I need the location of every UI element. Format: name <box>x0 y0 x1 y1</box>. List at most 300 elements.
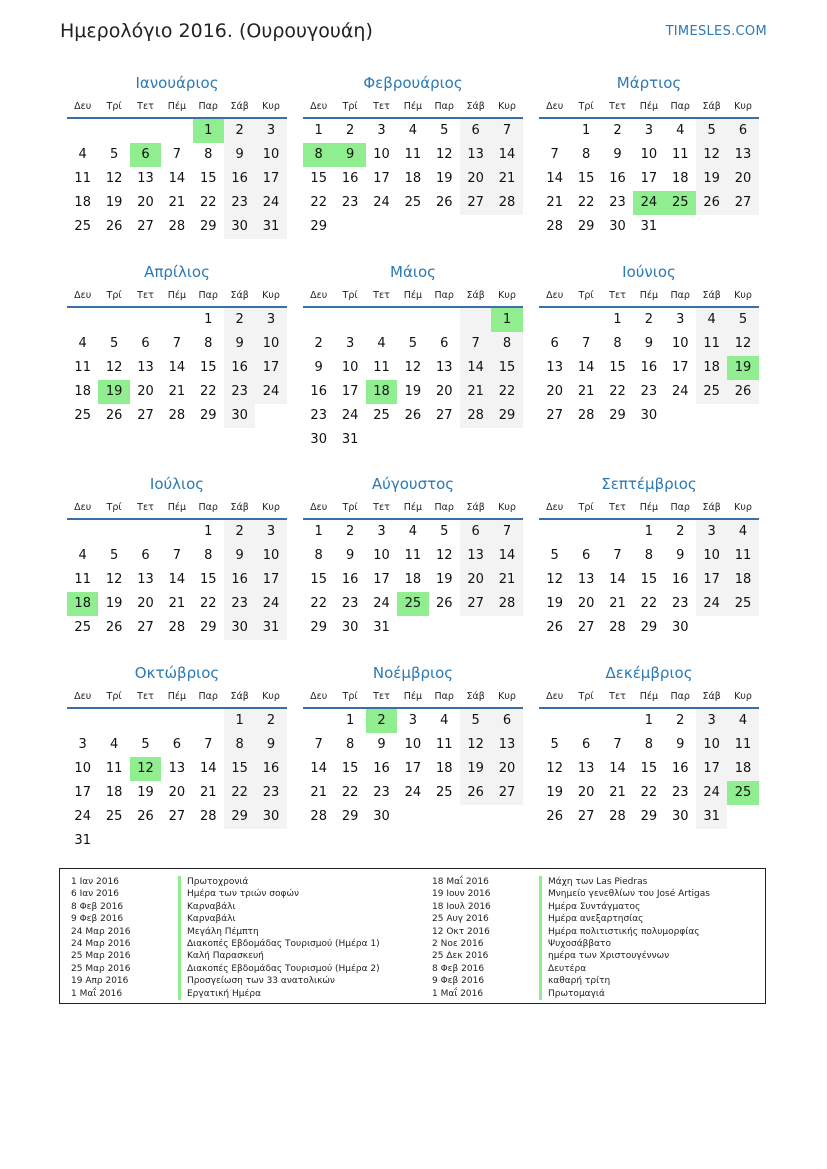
day-cell: 25 <box>74 219 91 234</box>
weekday-header <box>67 96 287 119</box>
empty-cell <box>539 308 570 332</box>
day-cell: 30 <box>671 809 689 824</box>
weekday-label: Παρ <box>198 290 218 301</box>
day-cell: 29 <box>640 809 658 824</box>
day-cell: 27 <box>577 620 595 635</box>
day-cell: 16 <box>224 167 255 191</box>
day-cell: 17 <box>671 360 689 375</box>
day-cell: 28 <box>491 191 522 215</box>
holiday-day-cell: 19 <box>727 356 758 380</box>
day-cell: 13 <box>546 360 563 375</box>
legend-date: 25 Μαρ 2016 <box>71 963 131 974</box>
day-cell: 12 <box>460 733 491 757</box>
day-cell: 13 <box>577 761 595 776</box>
day-cell: 12 <box>404 360 422 375</box>
day-cell: 30 <box>640 408 658 423</box>
empty-cell <box>161 308 192 332</box>
month-name: Αύγουστος <box>371 475 455 493</box>
day-cell: 31 <box>255 616 286 640</box>
day-cell: 11 <box>404 147 422 162</box>
weekday-label: Πέμ <box>167 101 187 112</box>
legend-date: 12 Οκτ 2016 <box>432 926 490 937</box>
day-cell: 9 <box>676 548 685 563</box>
weekday-label: Πέμ <box>167 502 187 513</box>
day-cell: 24 <box>671 384 689 399</box>
day-cell: 30 <box>224 404 255 428</box>
day-cell: 9 <box>377 737 386 752</box>
day-cell: 11 <box>74 360 91 375</box>
empty-cell <box>539 709 570 733</box>
day-cell: 1 <box>204 524 213 539</box>
legend-date: 9 Φεβ 2016 <box>71 914 124 925</box>
month-block <box>303 72 523 239</box>
month-name: Ιούνιος <box>622 263 676 281</box>
day-cell: 17 <box>255 167 286 191</box>
weekday-label: Πέμ <box>639 502 659 513</box>
day-cell: 12 <box>105 171 123 186</box>
weekday-label: Σάβ <box>230 502 249 513</box>
day-cell: 7 <box>172 147 181 162</box>
day-cell: 3 <box>377 524 386 539</box>
day-cell: 10 <box>341 360 359 375</box>
day-cell: 18 <box>404 572 422 587</box>
day-cell: 10 <box>74 761 91 776</box>
legend-holiday-name: Δευτέρα <box>539 963 586 975</box>
weekday-label: Κυρ <box>734 502 752 513</box>
day-cell: 12 <box>546 761 563 776</box>
day-cell: 26 <box>105 408 123 423</box>
empty-cell <box>98 709 129 733</box>
day-cell: 27 <box>727 191 758 215</box>
holiday-day-cell: 24 <box>633 191 664 215</box>
legend-date: 8 Φεβ 2016 <box>71 901 124 912</box>
day-cell: 10 <box>696 733 727 757</box>
weekday-label: Σάβ <box>466 691 485 702</box>
holiday-day-cell: 8 <box>303 143 334 167</box>
day-cell: 5 <box>550 737 559 752</box>
day-cell: 7 <box>491 520 522 544</box>
weekday-label: Σάβ <box>230 290 249 301</box>
day-cell: 9 <box>255 733 286 757</box>
legend-date: 24 Μαρ 2016 <box>71 938 131 949</box>
weekday-label: Σάβ <box>466 502 485 513</box>
weekday-label: Κυρ <box>498 101 516 112</box>
empty-cell <box>98 308 129 332</box>
month-name: Ιανουάριος <box>135 74 219 92</box>
day-cell: 1 <box>345 713 355 728</box>
day-cell: 24 <box>255 191 286 215</box>
day-cell: 21 <box>310 785 327 800</box>
day-cell: 12 <box>546 572 563 587</box>
holiday-day-cell: 25 <box>727 781 758 805</box>
day-cell: 15 <box>199 171 217 186</box>
day-cell: 15 <box>224 757 255 781</box>
empty-cell <box>303 308 334 332</box>
day-cell: 3 <box>696 709 727 733</box>
day-cell: 17 <box>696 757 727 781</box>
day-cell: 20 <box>727 167 758 191</box>
day-cell: 17 <box>341 384 359 399</box>
day-cell: 22 <box>491 380 522 404</box>
day-cell: 4 <box>78 548 87 563</box>
weekday-label: Κυρ <box>262 502 280 513</box>
weekday-label: Παρ <box>434 290 454 301</box>
legend-date: 25 Αυγ 2016 <box>432 914 489 925</box>
legend-holiday-name: Διακοπές Εβδομάδας Τουρισμού (Ημέρα 2) <box>178 963 380 975</box>
day-cell: 23 <box>640 384 658 399</box>
day-cell: 27 <box>435 408 453 423</box>
empty-cell <box>602 709 633 733</box>
weekday-label: Πέμ <box>403 502 423 513</box>
day-cell: 14 <box>546 171 563 186</box>
day-cell: 18 <box>404 171 422 186</box>
day-cell: 1 <box>204 312 213 327</box>
weekday-header <box>303 96 523 119</box>
day-cell: 13 <box>435 360 453 375</box>
weekday-label: Σάβ <box>230 691 249 702</box>
day-cell: 23 <box>255 781 286 805</box>
day-cell: 19 <box>435 171 453 186</box>
day-cell: 16 <box>671 761 689 776</box>
weekday-label: Δευ <box>310 101 328 112</box>
day-cell: 29 <box>310 620 327 635</box>
legend-holiday-name: ημέρα των Χριστουγέννων <box>539 950 669 962</box>
month-block <box>303 261 523 452</box>
weekday-label: Κυρ <box>498 691 516 702</box>
day-cell: 23 <box>310 408 327 423</box>
month-block <box>539 473 759 640</box>
day-cell: 23 <box>671 596 689 611</box>
legend-holiday-name: Καλή Παρασκευή <box>178 950 264 962</box>
day-cell: 6 <box>141 336 150 351</box>
legend-date: 19 Ιουν 2016 <box>432 889 491 900</box>
weekday-label: Δευ <box>74 691 92 702</box>
empty-cell <box>67 119 98 143</box>
weekday-label: Τετ <box>609 502 626 513</box>
day-cell: 14 <box>577 360 595 375</box>
empty-cell <box>130 709 161 733</box>
weekday-label: Παρ <box>670 290 690 301</box>
day-cell: 15 <box>199 360 217 375</box>
weekday-header <box>539 285 759 308</box>
day-cell: 27 <box>577 809 595 824</box>
weekday-label: Τετ <box>373 691 390 702</box>
day-cell: 13 <box>460 143 491 167</box>
day-cell: 5 <box>550 548 559 563</box>
weekday-label: Δευ <box>310 691 328 702</box>
day-cell: 11 <box>74 572 91 587</box>
day-cell: 14 <box>609 761 626 776</box>
day-cell: 22 <box>199 384 217 399</box>
weekday-header <box>539 96 759 119</box>
day-cell: 9 <box>676 737 685 752</box>
empty-cell <box>67 709 98 733</box>
weekday-label: Τετ <box>137 290 154 301</box>
weekday-label: Πέμ <box>639 101 659 112</box>
day-cell: 27 <box>460 592 491 616</box>
day-cell: 7 <box>204 737 213 752</box>
day-cell: 31 <box>640 219 658 234</box>
day-cell: 15 <box>491 356 522 380</box>
day-cell: 21 <box>609 596 626 611</box>
day-cell: 11 <box>373 360 390 375</box>
day-cell: 29 <box>640 620 658 635</box>
month-name: Οκτώβριος <box>134 664 220 682</box>
weekday-header <box>67 497 287 520</box>
empty-cell <box>539 119 570 143</box>
legend-date: 18 Μαΐ 2016 <box>432 877 489 887</box>
legend-holiday-name: καθαρή τρίτη <box>539 975 610 987</box>
empty-cell <box>334 308 365 332</box>
month-name: Ιούλιος <box>149 475 205 493</box>
day-cell: 25 <box>727 592 758 616</box>
day-cell: 17 <box>255 568 286 592</box>
month-block <box>67 261 287 428</box>
weekday-header <box>303 497 523 520</box>
site-link[interactable]: TIMESLES.COM <box>665 24 767 39</box>
day-cell: 25 <box>74 620 91 635</box>
day-cell: 5 <box>440 123 449 138</box>
weekday-header <box>67 285 287 308</box>
day-cell: 27 <box>137 219 154 234</box>
empty-cell <box>570 709 601 733</box>
day-cell: 28 <box>168 219 186 234</box>
day-cell: 2 <box>224 520 255 544</box>
day-cell: 3 <box>377 123 386 138</box>
day-cell: 19 <box>105 195 123 210</box>
day-cell: 5 <box>408 336 417 351</box>
day-cell: 23 <box>341 596 359 611</box>
day-cell: 13 <box>137 572 154 587</box>
day-cell: 17 <box>696 568 727 592</box>
day-cell: 5 <box>727 308 758 332</box>
empty-cell <box>397 308 428 332</box>
day-cell: 21 <box>168 596 186 611</box>
day-cell: 14 <box>460 356 491 380</box>
day-cell: 18 <box>105 785 123 800</box>
day-cell: 7 <box>550 147 559 162</box>
weekday-label: Κυρ <box>734 101 752 112</box>
weekday-label: Σάβ <box>466 290 485 301</box>
day-cell: 18 <box>74 384 91 399</box>
weekday-label: Δευ <box>74 290 92 301</box>
legend-date: 25 Μαρ 2016 <box>71 951 131 962</box>
legend-holiday-name: Μεγάλη Πέμπτη <box>178 926 259 938</box>
day-cell: 23 <box>341 195 359 210</box>
day-cell: 22 <box>341 785 359 800</box>
day-cell: 6 <box>491 709 522 733</box>
day-cell: 21 <box>546 195 563 210</box>
day-cell: 23 <box>671 785 689 800</box>
day-cell: 7 <box>172 336 181 351</box>
day-cell: 9 <box>224 143 255 167</box>
day-cell: 17 <box>74 785 91 800</box>
day-cell: 16 <box>341 171 359 186</box>
empty-cell <box>67 520 98 544</box>
day-cell: 28 <box>609 620 626 635</box>
day-cell: 14 <box>168 572 186 587</box>
day-cell: 27 <box>460 191 491 215</box>
weekday-label: Σάβ <box>230 101 249 112</box>
legend-holiday-name: Μάχη των Las Piedras <box>539 876 647 888</box>
day-cell: 3 <box>676 312 685 327</box>
day-cell: 13 <box>727 143 758 167</box>
day-cell: 21 <box>577 384 595 399</box>
day-cell: 29 <box>577 219 595 234</box>
day-cell: 30 <box>310 432 327 447</box>
empty-cell <box>130 119 161 143</box>
day-cell: 16 <box>640 360 658 375</box>
day-cell: 2 <box>676 713 685 728</box>
day-cell: 14 <box>168 171 186 186</box>
day-cell: 18 <box>696 356 727 380</box>
empty-cell <box>67 308 98 332</box>
day-cell: 9 <box>345 548 355 563</box>
day-cell: 18 <box>435 761 453 776</box>
weekday-label: Κυρ <box>498 290 516 301</box>
day-cell: 30 <box>224 215 255 239</box>
weekday-label: Κυρ <box>734 691 752 702</box>
day-cell: 11 <box>727 544 758 568</box>
weekday-header <box>539 497 759 520</box>
day-cell: 28 <box>491 592 522 616</box>
weekday-label: Τετ <box>137 101 154 112</box>
month-block <box>303 662 523 829</box>
day-cell: 16 <box>255 757 286 781</box>
empty-cell <box>98 119 129 143</box>
day-cell: 11 <box>74 171 91 186</box>
day-cell: 31 <box>341 432 359 447</box>
day-cell: 2 <box>224 308 255 332</box>
weekday-label: Τρί <box>578 290 594 301</box>
day-cell: 7 <box>613 548 622 563</box>
day-grid <box>539 709 759 829</box>
day-cell: 6 <box>440 336 449 351</box>
day-cell: 24 <box>373 195 390 210</box>
day-cell: 22 <box>640 596 658 611</box>
day-cell: 6 <box>141 548 150 563</box>
day-cell: 25 <box>105 809 123 824</box>
day-cell: 8 <box>345 737 355 752</box>
day-cell: 22 <box>199 195 217 210</box>
day-cell: 16 <box>224 568 255 592</box>
day-cell: 10 <box>671 336 689 351</box>
day-cell: 14 <box>199 761 217 776</box>
day-cell: 10 <box>373 147 390 162</box>
day-grid <box>67 520 287 640</box>
month-name: Μάιος <box>390 263 436 281</box>
weekday-label: Τρί <box>342 502 358 513</box>
empty-cell <box>161 520 192 544</box>
day-cell: 12 <box>105 360 123 375</box>
weekday-label: Τετ <box>609 691 626 702</box>
weekday-label: Παρ <box>434 502 454 513</box>
day-cell: 9 <box>644 336 653 351</box>
day-cell: 8 <box>204 548 213 563</box>
day-cell: 26 <box>105 620 123 635</box>
weekday-label: Τρί <box>342 691 358 702</box>
weekday-label: Πέμ <box>403 101 423 112</box>
day-grid <box>303 119 523 239</box>
holiday-day-cell: 2 <box>366 709 397 733</box>
day-cell: 25 <box>373 408 390 423</box>
weekday-label: Παρ <box>670 502 690 513</box>
weekday-label: Τρί <box>342 101 358 112</box>
day-cell: 5 <box>109 548 119 563</box>
holiday-day-cell: 6 <box>130 143 161 167</box>
day-cell: 5 <box>696 119 727 143</box>
day-cell: 25 <box>74 408 91 423</box>
empty-cell <box>161 119 192 143</box>
day-cell: 13 <box>168 761 186 776</box>
day-cell: 22 <box>609 384 626 399</box>
day-cell: 31 <box>74 833 91 848</box>
weekday-label: Δευ <box>546 101 564 112</box>
day-cell: 18 <box>671 171 689 186</box>
day-cell: 17 <box>404 761 422 776</box>
day-cell: 14 <box>491 143 522 167</box>
day-cell: 21 <box>168 195 186 210</box>
day-cell: 3 <box>644 123 653 138</box>
weekday-label: Κυρ <box>734 290 752 301</box>
day-cell: 10 <box>255 143 286 167</box>
day-cell: 19 <box>137 785 154 800</box>
weekday-label: Δευ <box>546 691 564 702</box>
day-grid <box>303 709 523 829</box>
weekday-label: Κυρ <box>262 691 280 702</box>
day-cell: 19 <box>460 757 491 781</box>
legend-date: 19 Απρ 2016 <box>71 976 129 987</box>
weekday-label: Τετ <box>373 290 390 301</box>
weekday-label: Παρ <box>670 101 690 112</box>
day-cell: 26 <box>546 809 563 824</box>
day-cell: 11 <box>435 737 453 752</box>
holiday-legend <box>59 868 766 1004</box>
day-cell: 24 <box>373 596 390 611</box>
day-cell: 15 <box>199 572 217 587</box>
day-cell: 11 <box>696 332 727 356</box>
day-cell: 25 <box>404 195 422 210</box>
day-cell: 15 <box>310 572 327 587</box>
holiday-day-cell: 25 <box>665 191 696 215</box>
day-cell: 12 <box>435 147 453 162</box>
day-cell: 11 <box>105 761 123 776</box>
day-cell: 22 <box>310 195 327 210</box>
holiday-day-cell: 18 <box>67 592 98 616</box>
weekday-label: Σάβ <box>466 101 485 112</box>
day-cell: 1 <box>224 709 255 733</box>
month-block <box>539 662 759 829</box>
day-cell: 4 <box>408 123 417 138</box>
day-cell: 5 <box>141 737 150 752</box>
weekday-label: Τρί <box>342 290 358 301</box>
weekday-label: Σάβ <box>702 691 721 702</box>
legend-holiday-name: Ημέρα Συντάγματος <box>539 901 640 913</box>
day-cell: 6 <box>581 737 591 752</box>
day-cell: 16 <box>224 356 255 380</box>
weekday-label: Παρ <box>198 691 218 702</box>
day-cell: 20 <box>491 757 522 781</box>
page-title: Ημερολόγιο 2016. (Ουρουγουάη) <box>60 20 373 42</box>
day-cell: 27 <box>491 781 522 805</box>
day-grid <box>539 308 759 428</box>
legend-holiday-name: Ημέρα των τριών σοφών <box>178 888 299 900</box>
empty-cell <box>429 308 460 332</box>
day-cell: 24 <box>255 592 286 616</box>
day-grid <box>539 520 759 640</box>
day-cell: 13 <box>460 544 491 568</box>
weekday-label: Τρί <box>106 691 122 702</box>
